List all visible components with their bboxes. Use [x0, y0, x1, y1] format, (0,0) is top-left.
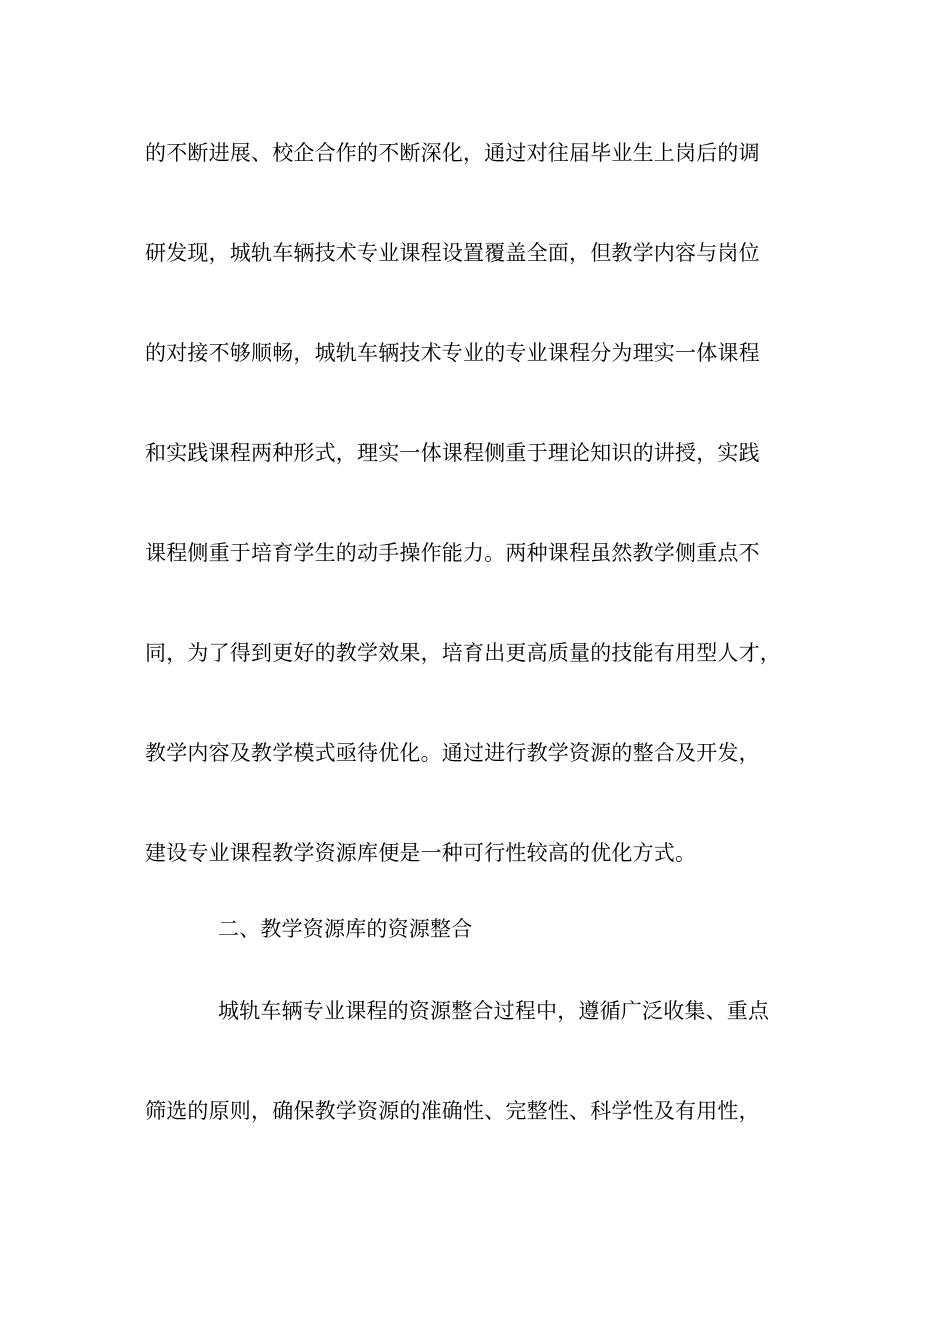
paragraph-line: 教学内容及教学模式亟待优化。通过进行教学资源的整合及开发， [145, 741, 760, 765]
paragraph-line: 筛选的原则，确保教学资源的准确性、完整性、科学性及有用性， [145, 1099, 760, 1123]
paragraph-line: 同，为了得到更好的教学效果，培育出更高质量的技能有用型人才， [145, 641, 781, 665]
paragraph-line: 课程侧重于培育学生的动手操作能力。两种课程虽然教学侧重点不 [145, 541, 760, 565]
paragraph-line: 城轨车辆专业课程的资源整合过程中，遵循广泛收集、重点 [218, 999, 770, 1023]
paragraph-line: 研发现，城轨车辆技术专业课程设置覆盖全面，但教学内容与岗位 [145, 241, 760, 265]
section-heading: 二、教学资源库的资源整合 [218, 917, 473, 941]
paragraph-line: 的不断进展、校企合作的不断深化，通过对往届毕业生上岗后的调 [145, 141, 760, 165]
paragraph-line: 的对接不够顺畅，城轨车辆技术专业的专业课程分为理实一体课程 [145, 341, 760, 365]
paragraph-line: 建设专业课程教学资源库便是一种可行性较高的优化方式。 [145, 841, 697, 865]
paragraph-line: 和实践课程两种形式，理实一体课程侧重于理论知识的讲授，实践 [145, 441, 760, 465]
